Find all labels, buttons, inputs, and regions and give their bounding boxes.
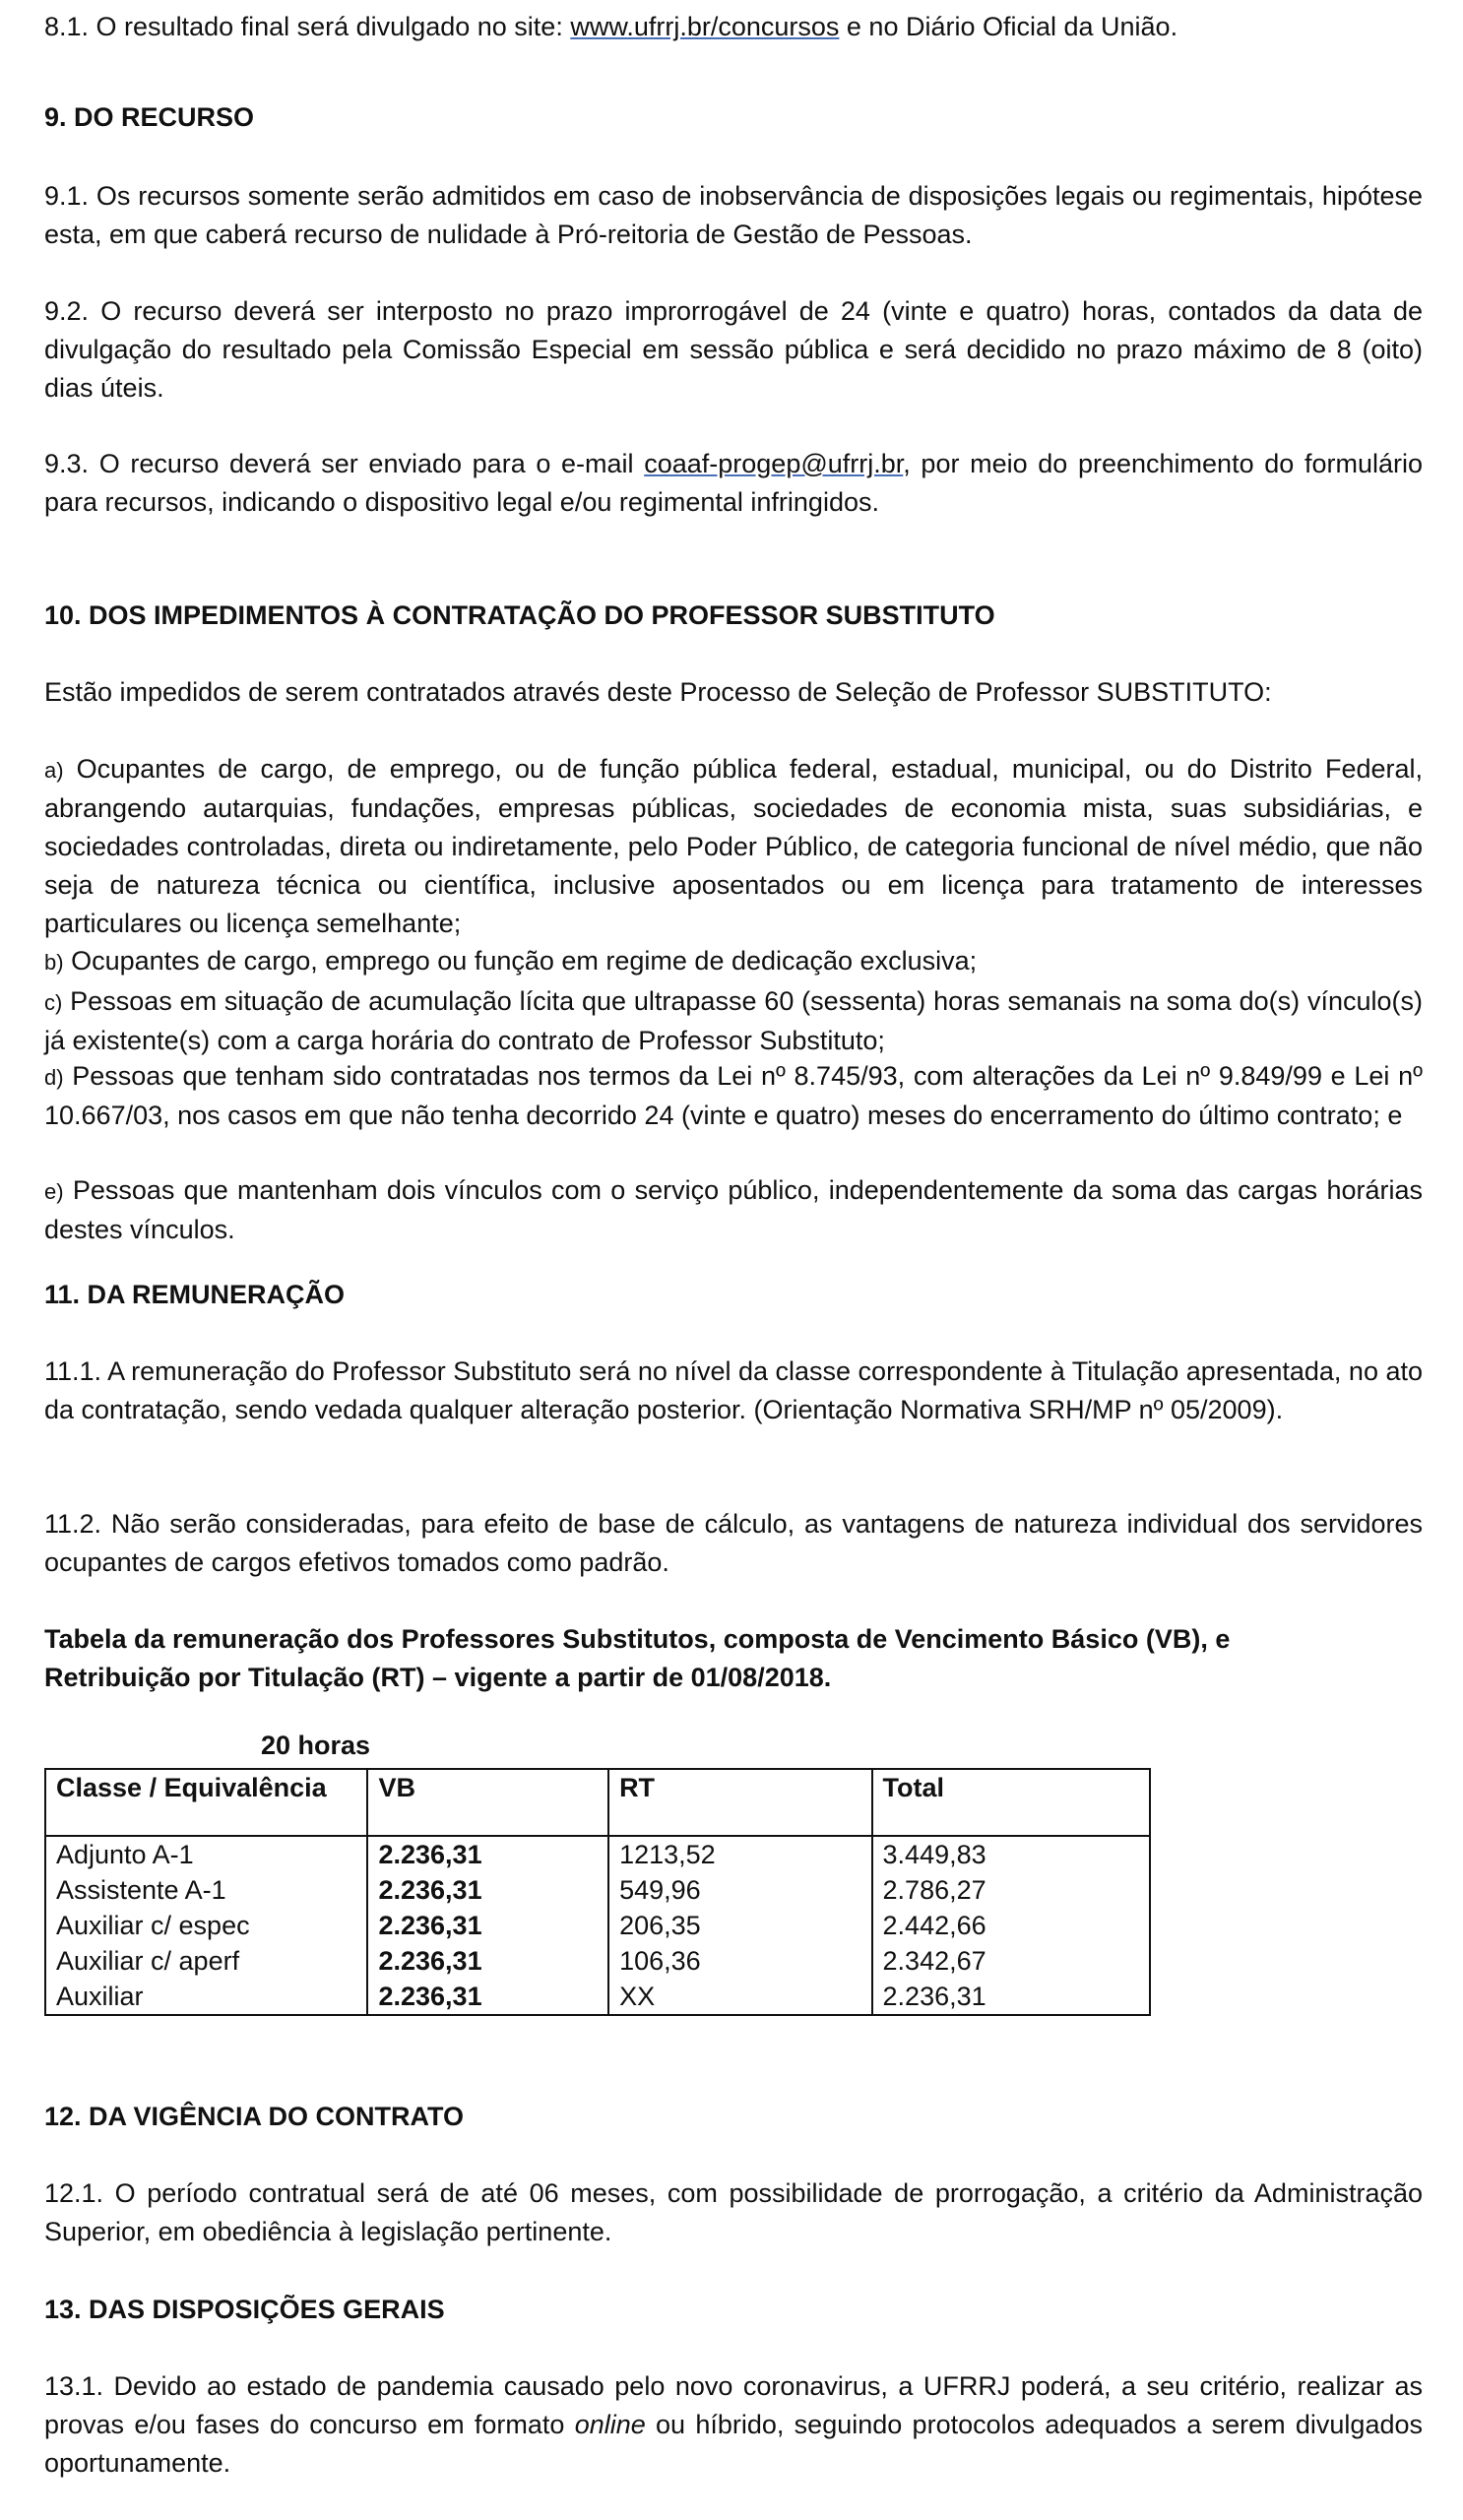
text: Pessoas em situação de acumulação lícita que ultrapasse 60 (sessenta) horas semanais na soma do(s) vínculo(s) já existente(s) com a carga horária do contrato de Professor Substituto; <box>44 986 1423 1055</box>
paragraph-9-1: 9.1. Os recursos somente serão admitidos em caso de inobservância de disposições legais ou regimentais, hipótese esta, em que caberá recurso de nulidade à Pró-reitoria de Gestão de Pessoas. <box>44 181 1423 249</box>
table-header-cell: Total <box>872 1769 1150 1836</box>
list-item-c <box>44 982 1423 1060</box>
table-cell: Auxiliar c/ espec <box>45 1908 367 1943</box>
list-marker: c) <box>44 990 63 1015</box>
paragraph-8-1 <box>44 8 1423 46</box>
table-cell: 206,35 <box>608 1908 871 1943</box>
section-title-12: 12. DA VIGÊNCIA DO CONTRATO <box>44 2102 465 2131</box>
table-caption: Tabela da remuneração dos Professores Substitutos, composta de Vencimento Básico (VB), e Retribuição por Titulação (RT) – vigente a partir de 01/08/2018. <box>44 1624 1231 1692</box>
table-cell: 2.786,27 <box>872 1872 1150 1908</box>
text: Pessoas que tenham sido contratadas nos termos da Lei nº 8.745/93, com alterações da Lei nº 9.849/99 e Lei nº 10.667/03, nos casos em que não tenha decorrido 24 (vinte e quatro) meses do encerramento do último contrato; e <box>44 1061 1423 1130</box>
table-cell: 3.449,83 <box>872 1836 1150 1872</box>
table-row <box>45 1872 1150 1908</box>
text: 9.3. O recurso deverá ser enviado para o e-mail <box>44 449 645 478</box>
list-marker: a) <box>44 758 64 783</box>
paragraph-11-2: 11.2. Não serão consideradas, para efeito de base de cálculo, as vantagens de natureza individual dos servidores ocupantes de cargos efetivos tomados como padrão. <box>44 1509 1423 1577</box>
table-cell: XX <box>608 1979 871 2015</box>
list-item-b <box>44 942 1423 981</box>
table-header-row <box>45 1769 1150 1836</box>
text: Ocupantes de cargo, de emprego, ou de função pública federal, estadual, municipal, ou do Distrito Federal, abrangendo autarquias, fundações, empresas públicas, sociedades de economia mista, suas subsidiárias, e sociedades controladas, direta ou indiretamente, pelo Poder Público, de categoria funcional de nível médio, que não seja de natureza técnica ou científica, inclusive aposentados ou em licença para tratamento de interesses particulares ou licença semelhante; <box>44 754 1423 938</box>
list-marker: b) <box>44 950 64 975</box>
table-row <box>45 1979 1150 2015</box>
list-item-a <box>44 750 1423 943</box>
list-marker: e) <box>44 1179 64 1204</box>
text: , por meio do preenchimento do formulário para recursos, indicando o dispositivo legal e/ou regimental infringidos. <box>44 449 1423 517</box>
table-row <box>45 1943 1150 1979</box>
text: 8.1. O resultado final será divulgado no site: <box>44 12 571 41</box>
paragraph-9-3 <box>44 445 1423 522</box>
table-cell: Adjunto A-1 <box>45 1836 367 1872</box>
table-row <box>45 1836 1150 1872</box>
table-cell: Auxiliar <box>45 1979 367 2015</box>
table-cell: 106,36 <box>608 1943 871 1979</box>
paragraph-9-2: 9.2. O recurso deverá ser interposto no prazo improrrogável de 24 (vinte e quatro) horas, contados da data de divulgação do resultado pela Comissão Especial em sessão pública e será decidido no prazo máximo de 8 (oito) dias úteis. <box>44 296 1423 403</box>
text-italic: online <box>574 2410 646 2439</box>
table-cell: Assistente A-1 <box>45 1872 367 1908</box>
text: e no Diário Oficial da União. <box>839 12 1178 41</box>
paragraph-12-1: 12.1. O período contratual será de até 06 meses, com possibilidade de prorrogação, a critério da Administração Superior, em obediência à legislação pertinente. <box>44 2178 1423 2246</box>
link-email[interactable]: coaaf-progep@ufrrj.br <box>644 449 904 478</box>
section-title-13: 13. DAS DISPOSIÇÕES GERAIS <box>44 2295 445 2324</box>
table-cell: 2.236,31 <box>367 1979 608 2015</box>
table-cell: 2.442,66 <box>872 1908 1150 1943</box>
paragraph-10-intro: Estão impedidos de serem contratados através deste Processo de Seleção de Professor SUBSTITUTO: <box>44 677 1272 707</box>
table-header-cell: Classe / Equivalência <box>45 1769 367 1836</box>
text: 13.1. Devido ao estado de pandemia causado pelo novo coronavirus, a UFRRJ poderá, a seu critério, realizar as provas e/ou fases do concurso em formato <box>44 2371 1423 2439</box>
table-cell: 549,96 <box>608 1872 871 1908</box>
text: ou híbrido, seguindo protocolos adequados a serem divulgados oportunamente. <box>44 2410 1423 2478</box>
section-title-10: 10. DOS IMPEDIMENTOS À CONTRATAÇÃO DO PROFESSOR SUBSTITUTO <box>44 600 995 630</box>
remuneration-table <box>44 1768 1151 2016</box>
table-cell: 2.342,67 <box>872 1943 1150 1979</box>
table-cell: 2.236,31 <box>367 1908 608 1943</box>
text: Pessoas que mantenham dois vínculos com o serviço público, independentemente da soma das cargas horárias destes vínculos. <box>44 1175 1423 1244</box>
list-item-e <box>44 1171 1423 1249</box>
table-cell: 2.236,31 <box>367 1836 608 1872</box>
table-cell: 2.236,31 <box>367 1943 608 1979</box>
table-cell: 1213,52 <box>608 1836 871 1872</box>
paragraph-11-1: 11.1. A remuneração do Professor Substituto será no nível da classe correspondente à Titulação apresentada, no ato da contratação, sendo vedada qualquer alteração posterior. (Orientação Normativa SRH/MP nº 05/2009). <box>44 1356 1423 1424</box>
table-row <box>45 1908 1150 1943</box>
table-header-cell: RT <box>608 1769 871 1836</box>
list-marker: d) <box>44 1065 64 1090</box>
list-item-d <box>44 1057 1423 1135</box>
table-header-cell: VB <box>367 1769 608 1836</box>
table-cell: 2.236,31 <box>872 1979 1150 2015</box>
section-title-11: 11. DA REMUNERAÇÃO <box>44 1280 346 1309</box>
paragraph-13-1 <box>44 2367 1423 2483</box>
table-cell: Auxiliar c/ aperf <box>45 1943 367 1979</box>
table-title: 20 horas <box>261 1731 371 1760</box>
table-cell: 2.236,31 <box>367 1872 608 1908</box>
text: Ocupantes de cargo, emprego ou função em regime de dedicação exclusiva; <box>63 946 978 976</box>
section-title-9: 9. DO RECURSO <box>44 102 255 132</box>
link-concursos[interactable]: www.ufrrj.br/concursos <box>570 12 840 41</box>
